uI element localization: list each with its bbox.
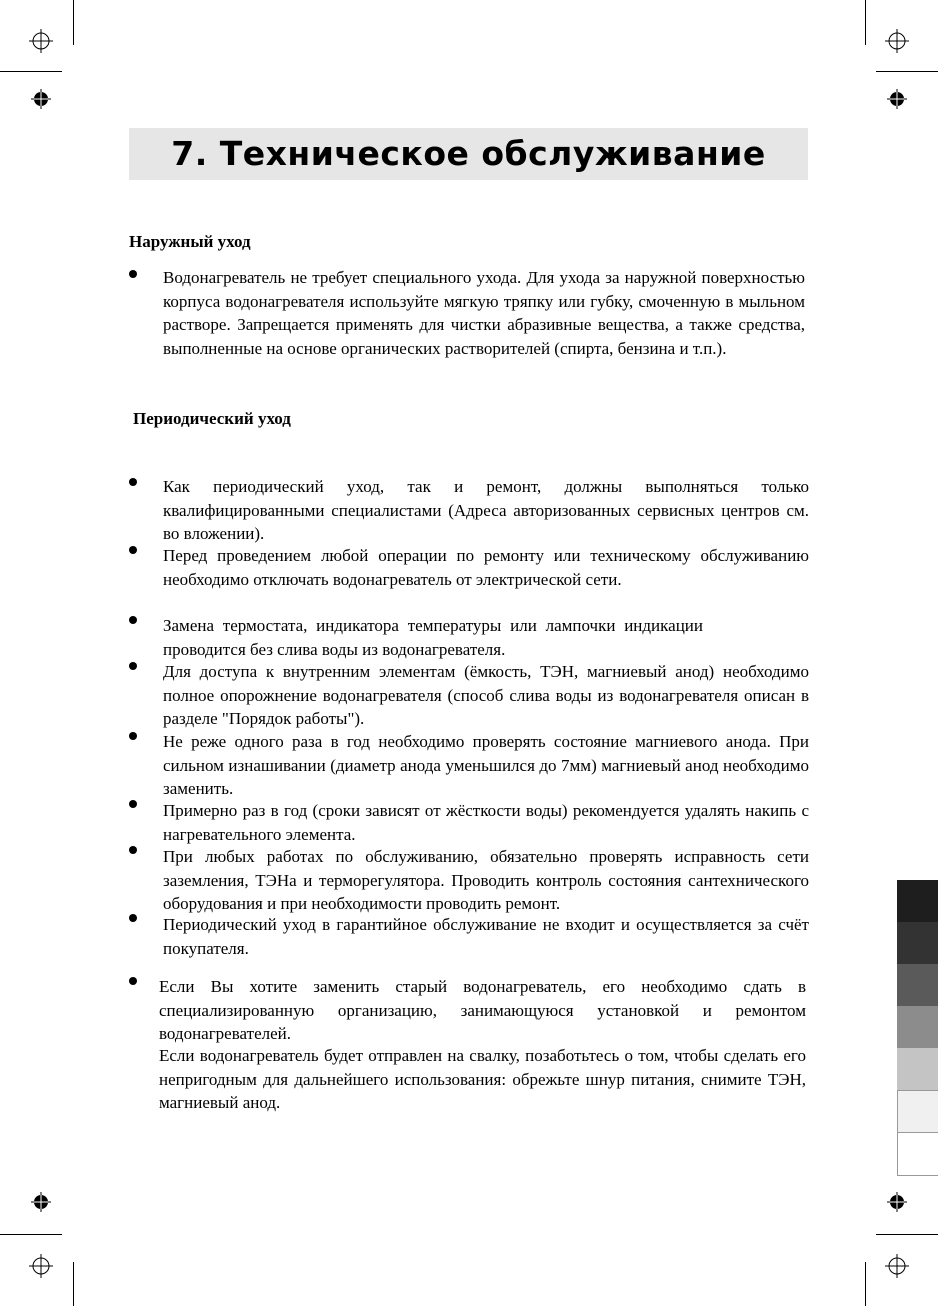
side-tab	[897, 964, 938, 1006]
filled-target-icon	[887, 89, 907, 109]
disposal-paragraph: Если Вы хотите заменить старый водонагреватель, его необходимо сдать в специализированную организацию, занимающуюся установкой и ремонтом водонагревателей.	[159, 977, 806, 1043]
outer-care-heading: Наружный уход	[129, 232, 251, 251]
registration-mark-icon	[29, 1254, 53, 1278]
side-tab	[897, 1090, 938, 1133]
side-tab	[897, 922, 938, 964]
bullet-icon	[129, 616, 137, 624]
page-title: 7. Техническое обслуживание	[171, 134, 766, 173]
side-tab	[897, 1006, 938, 1048]
bullet-icon	[129, 546, 137, 554]
periodic-care-item: Для доступа к внутренним элементам (ёмкость, ТЭН, магниевый анод) необходимо полное опорожнение водонагревателя (способ слива воды из водонагревателя описан в разделе "Порядок работы").	[163, 662, 809, 728]
periodic-care-item: Примерно раз в год (сроки зависят от жёсткости воды) рекомендуется удалять накипь с нагревательного элемента.	[163, 801, 809, 844]
filled-target-icon	[887, 1192, 907, 1212]
crop-mark	[876, 1234, 938, 1235]
section-title-bar	[129, 128, 808, 180]
bullet-icon	[129, 662, 137, 670]
bullet-icon	[129, 270, 137, 278]
bullet-icon	[129, 478, 137, 486]
periodic-care-item: Не реже одного раза в год необходимо проверять состояние магниевого анода. При сильном изнашивании (диаметр анода уменьшился до 7мм) магниевый анод необходимо заменить.	[163, 732, 809, 798]
bullet-icon	[129, 800, 137, 808]
bullet-icon	[129, 732, 137, 740]
crop-mark	[73, 0, 74, 45]
side-tab	[897, 1048, 938, 1090]
side-tab	[897, 880, 938, 922]
side-tab	[897, 1132, 938, 1176]
periodic-care-heading: Периодический уход	[133, 409, 291, 428]
crop-mark	[865, 1262, 866, 1306]
bullet-icon	[129, 977, 137, 985]
registration-mark-icon	[885, 29, 909, 53]
registration-mark-icon	[885, 1254, 909, 1278]
periodic-care-item: Периодический уход в гарантийное обслуживание не входит и осуществляется за счёт покупателя.	[163, 915, 809, 958]
periodic-care-item: При любых работах по обслуживанию, обязательно проверять исправность сети заземления, ТЭНа и терморегулятора. Проводить контроль состояния сантехнического оборудования и при необходимости проводить ремонт.	[163, 847, 809, 913]
registration-mark-icon	[29, 29, 53, 53]
bullet-icon	[129, 846, 137, 854]
bullet-icon	[129, 914, 137, 922]
crop-mark	[0, 71, 62, 72]
crop-mark	[876, 71, 938, 72]
periodic-care-item: Перед проведением любой операции по ремонту или техническому обслуживанию необходимо отключать водонагреватель от электрической сети.	[163, 546, 809, 589]
filled-target-icon	[31, 1192, 51, 1212]
outer-care-item: Водонагреватель не требует специального ухода. Для ухода за наружной поверхностью корпуса водонагревателя используйте мягкую тряпку или губку, смоченную в мыльном растворе. Запрещается применять для чистки абразивные вещества, а также средства, выполненные на основе органических растворителей (спирта, бензина и т.п.).	[163, 268, 805, 358]
crop-mark	[73, 1262, 74, 1306]
filled-target-icon	[31, 89, 51, 109]
disposal-paragraph: Если водонагреватель будет отправлен на свалку, позаботьтесь о том, чтобы сделать его непригодным для дальнейшего использования: обрежьте шнур питания, снимите ТЭН, магниевый анод.	[159, 1046, 806, 1112]
crop-mark	[865, 0, 866, 45]
periodic-care-item: Как периодический уход, так и ремонт, должны выполняться только квалифицированными специалистами (Адреса авторизованных сервисных центров см. во вложении).	[163, 477, 809, 543]
periodic-care-item: Замена термостата, индикатора температуры или лампочки индикации проводится без слива воды из водонагревателя.	[163, 616, 703, 659]
crop-mark	[0, 1234, 62, 1235]
